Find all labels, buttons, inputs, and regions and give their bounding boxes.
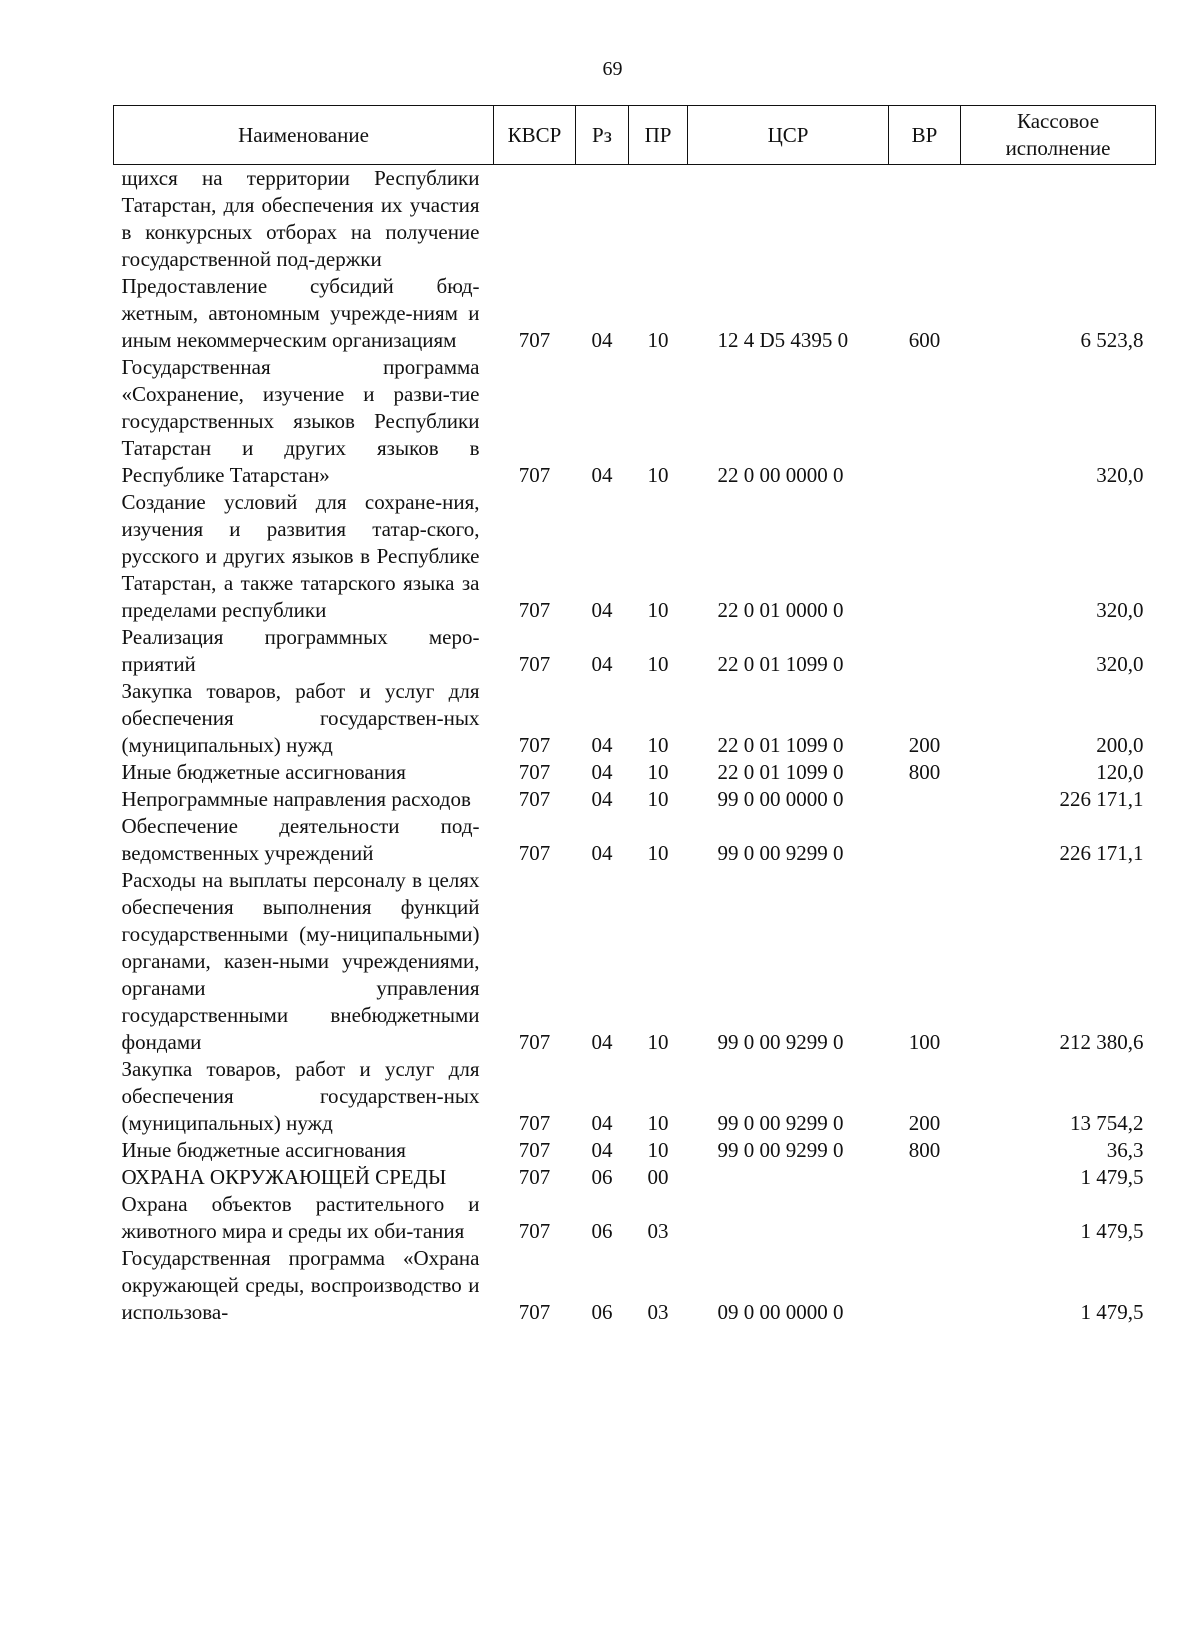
table-row	[114, 813, 1156, 867]
cell-rz: 06	[591, 1300, 613, 1324]
cell-kvsr	[494, 165, 576, 274]
cell-vr: 100	[908, 1030, 941, 1054]
cell-sum: 36,3	[1106, 1138, 1144, 1162]
cell-csr: 09 0 00 0000 0	[717, 1300, 844, 1324]
table-row	[114, 678, 1156, 759]
cell-kvsr: 707	[518, 652, 551, 676]
cell-kvsr: 707	[518, 1300, 551, 1324]
column-header-name: Наименование	[114, 106, 494, 165]
cell-pr: 10	[647, 463, 669, 487]
budget-execution-table	[113, 105, 1156, 1326]
cell-name: Охрана объектов растительного и животного мира и среды их оби-тания	[121, 1192, 480, 1243]
cell-name: ОХРАНА ОКРУЖАЮЩЕЙ СРЕДЫ	[121, 1165, 447, 1189]
cell-pr: 10	[647, 1138, 669, 1162]
cell-name: Обеспечение деятельности под-ведомственных учреждений	[121, 814, 480, 865]
cell-name: Непрограммные направления расходов	[121, 787, 471, 811]
cell-sum: 226 171,1	[1059, 787, 1144, 811]
table-row	[114, 1245, 1156, 1326]
cell-pr: 10	[647, 841, 669, 865]
cell-csr: 12 4 D5 4395 0	[717, 328, 849, 352]
cell-sum: 200,0	[1096, 733, 1144, 757]
cell-sum: 6 523,8	[1080, 328, 1144, 352]
cell-pr: 10	[647, 1030, 669, 1054]
cell-sum: 120,0	[1096, 760, 1144, 784]
cell-kvsr: 707	[518, 598, 551, 622]
cell-vr	[889, 813, 961, 867]
cell-rz: 04	[591, 652, 613, 676]
cell-csr: 22 0 01 1099 0	[717, 760, 844, 784]
cell-name: Иные бюджетные ассигнования	[121, 1138, 406, 1162]
cell-rz: 04	[591, 598, 613, 622]
cell-sum: 320,0	[1096, 463, 1144, 487]
table-row	[114, 624, 1156, 678]
cell-csr: 99 0 00 9299 0	[717, 841, 844, 865]
cell-vr: 200	[908, 733, 941, 757]
cell-name: Закупка товаров, работ и услуг для обеспечения государствен-ных (муниципальных) нужд	[121, 1057, 480, 1135]
cell-pr: 03	[647, 1219, 669, 1243]
cell-kvsr: 707	[518, 463, 551, 487]
cell-name: Предоставление субсидий бюд-жетным, автономным учрежде-ниям и иным некоммерческим организациям	[121, 274, 480, 352]
cell-pr: 00	[647, 1165, 669, 1189]
table-row	[114, 354, 1156, 489]
cell-pr	[629, 165, 688, 274]
cell-rz: 04	[591, 733, 613, 757]
cell-name: Государственная программа «Сохранение, изучение и разви-тие государственных языков Республики Татарстан и других языков в Республике Татарстан»	[121, 355, 480, 487]
cell-rz: 06	[591, 1165, 613, 1189]
cell-csr: 99 0 00 0000 0	[717, 787, 844, 811]
cell-csr: 99 0 00 9299 0	[717, 1111, 844, 1135]
cell-kvsr: 707	[518, 1219, 551, 1243]
cell-rz: 04	[591, 1111, 613, 1135]
cell-sum: 1 479,5	[1080, 1219, 1144, 1243]
cell-name: щихся на территории Республики Татарстан, для обеспечения их участия в конкурсных отборах на получение государственной под-держки	[121, 166, 480, 271]
cell-kvsr: 707	[518, 1111, 551, 1135]
cell-pr: 03	[647, 1300, 669, 1324]
cell-vr	[889, 165, 961, 274]
cell-pr: 10	[647, 787, 669, 811]
cell-rz: 06	[591, 1219, 613, 1243]
cell-sum: 226 171,1	[1059, 841, 1144, 865]
cell-pr: 10	[647, 652, 669, 676]
cell-csr: 22 0 01 1099 0	[717, 733, 844, 757]
cell-pr: 10	[647, 760, 669, 784]
table-row	[114, 1137, 1156, 1164]
column-header-rz: Рз	[576, 106, 629, 165]
cell-rz: 04	[591, 841, 613, 865]
cell-name: Расходы на выплаты персоналу в целях обеспечения выполнения функций государственными (му-ниципальными) органами, казен-ными учреждениями, органами управления государственными внебюджетными фондами	[121, 868, 480, 1054]
cell-kvsr: 707	[518, 1138, 551, 1162]
cell-rz: 04	[591, 328, 613, 352]
cell-csr	[688, 1164, 889, 1191]
cell-kvsr: 707	[518, 1030, 551, 1054]
cell-csr	[688, 165, 889, 274]
table-row	[114, 165, 1156, 274]
cell-name: Закупка товаров, работ и услуг для обеспечения государствен-ных (муниципальных) нужд	[121, 679, 480, 757]
cell-vr	[889, 354, 961, 489]
cell-pr: 10	[647, 733, 669, 757]
cell-kvsr: 707	[518, 787, 551, 811]
cell-pr: 10	[647, 1111, 669, 1135]
cell-csr: 22 0 01 0000 0	[717, 598, 844, 622]
cell-kvsr: 707	[518, 760, 551, 784]
cell-rz: 04	[591, 787, 613, 811]
cell-csr: 99 0 00 9299 0	[717, 1138, 844, 1162]
table-header	[114, 106, 1156, 165]
cell-sum: 1 479,5	[1080, 1165, 1144, 1189]
cell-kvsr: 707	[518, 328, 551, 352]
cell-pr: 10	[647, 598, 669, 622]
cell-rz	[576, 165, 629, 274]
table-row	[114, 1056, 1156, 1137]
table-row	[114, 1164, 1156, 1191]
table-row	[114, 489, 1156, 624]
table-row	[114, 867, 1156, 1056]
table-row	[114, 786, 1156, 813]
cell-csr: 99 0 00 9299 0	[717, 1030, 844, 1054]
cell-rz: 04	[591, 463, 613, 487]
cell-rz: 04	[591, 760, 613, 784]
cell-rz: 04	[591, 1138, 613, 1162]
page-number: 69	[602, 58, 623, 80]
cell-sum: 1 479,5	[1080, 1300, 1144, 1324]
cell-sum: 320,0	[1096, 598, 1144, 622]
cell-vr	[889, 1164, 961, 1191]
cell-vr	[889, 1191, 961, 1245]
cell-sum: 320,0	[1096, 652, 1144, 676]
column-header-sum: Кассовое исполнение	[961, 106, 1156, 165]
table-row	[114, 1191, 1156, 1245]
cell-name: Иные бюджетные ассигнования	[121, 760, 406, 784]
cell-sum: 13 754,2	[1070, 1111, 1144, 1135]
cell-rz: 04	[591, 1030, 613, 1054]
cell-kvsr: 707	[518, 1165, 551, 1189]
cell-pr: 10	[647, 328, 669, 352]
cell-csr: 22 0 00 0000 0	[717, 463, 844, 487]
cell-vr: 200	[908, 1111, 941, 1135]
cell-vr: 600	[908, 328, 941, 352]
cell-vr: 800	[908, 1138, 941, 1162]
cell-vr	[889, 786, 961, 813]
column-header-pr: ПР	[629, 106, 688, 165]
cell-name: Государственная программа «Охрана окружающей среды, воспроизводство и использова-	[121, 1246, 480, 1324]
cell-kvsr: 707	[518, 733, 551, 757]
cell-kvsr: 707	[518, 841, 551, 865]
column-header-csr: ЦСР	[688, 106, 889, 165]
cell-sum: 212 380,6	[1059, 1030, 1144, 1054]
cell-vr	[889, 489, 961, 624]
cell-csr	[688, 1191, 889, 1245]
column-header-vr: ВР	[889, 106, 961, 165]
table-body	[114, 165, 1156, 1327]
cell-vr	[889, 1245, 961, 1326]
cell-name: Создание условий для сохране-ния, изучения и развития татар-ского, русского и других языков в Республике Татарстан, а также татарского языка за пределами республики	[121, 490, 480, 622]
cell-sum	[961, 165, 1156, 274]
column-header-kvsr: КВСР	[494, 106, 576, 165]
cell-csr: 22 0 01 1099 0	[717, 652, 844, 676]
cell-name: Реализация программных меро-приятий	[121, 625, 480, 676]
cell-vr: 800	[908, 760, 941, 784]
cell-vr	[889, 624, 961, 678]
table-row	[114, 759, 1156, 786]
table-row	[114, 273, 1156, 354]
